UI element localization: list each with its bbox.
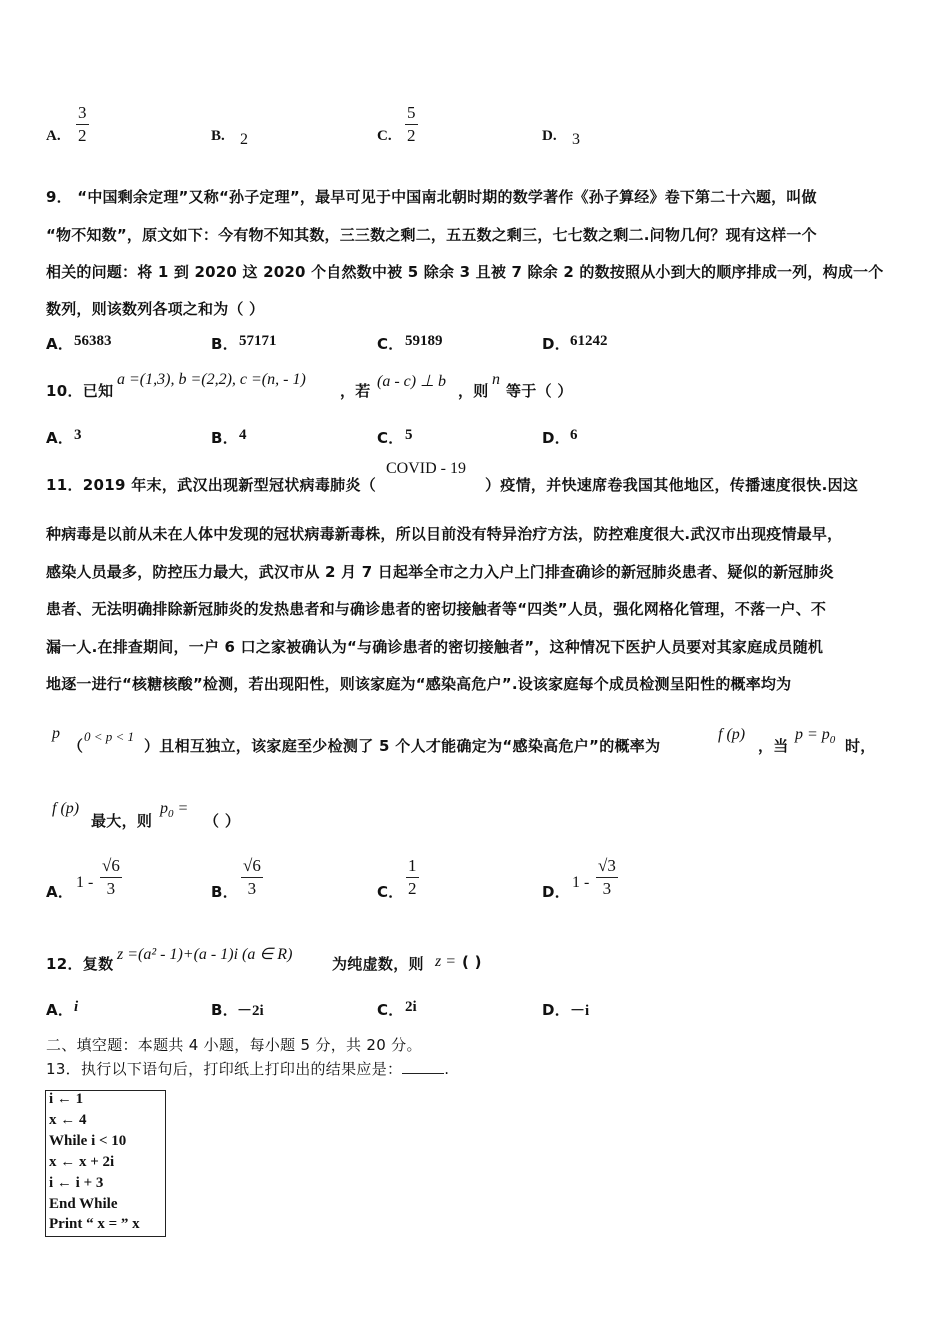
q12-z: z = [435, 953, 457, 970]
q11-option-d-pre: 1 - [572, 874, 590, 891]
q9-line-3: 相关的问题：将 1 到 2020 这 2020 个自然数中被 5 除余 3 且被 7 除余 2 的数按照从小到大的顺序排成一列，构成一个 [46, 263, 884, 281]
q11-line-1-post: ）疫情，并快速席卷我国其他地区，传播速度很快.因这 [485, 476, 859, 494]
q11-line-8-text: 最大，则 [91, 812, 153, 830]
q13-text [46, 1058, 449, 1079]
q11-line-7-text: ）且相互独立，该家庭至少检测了 5 个人才能确定为“感染高危户”的概率为 [144, 737, 661, 755]
q11-option-d-fraction [596, 857, 618, 898]
q11-f-p: f (p) [718, 726, 746, 743]
q10-vectors: a =(1,3), b =(2,2), c =(n, - 1) [117, 371, 306, 388]
q10-var-n: n [492, 371, 500, 388]
q10-mid1: ，若 [340, 382, 371, 400]
q10-condition: (a - c) ⊥ b [377, 373, 447, 390]
q10-option-c-value: 5 [405, 427, 413, 443]
q11-line-5: 漏一人.在排查期间，一户 6 口之家被确认为“与确诊患者的密切接触者”，这种情况下医护人员要对其家庭成员随机 [46, 638, 824, 656]
q10-option-b-letter: B． [211, 429, 239, 447]
q8-option-a-letter: A. [46, 128, 61, 144]
q12-option-c-value: 2i [405, 999, 417, 1015]
q11-when: ，当 [758, 737, 789, 755]
q9-option-a-value: 56383 [74, 333, 112, 349]
q8-option-c-fraction [405, 104, 418, 145]
q11-option-a-fraction [100, 857, 122, 898]
q11-d-den: 3 [602, 879, 612, 898]
q12-suffix: ( ) [462, 953, 482, 971]
q8-a-num: 3 [78, 103, 87, 122]
q9-line-4: 数列，则该数列各项之和为（ ） [46, 300, 265, 318]
q11-d-num: √3 [598, 856, 616, 875]
q11-c-num: 1 [408, 856, 417, 875]
q13-program-box [45, 1090, 166, 1237]
q11-line-3: 感染人员最多，防控压力最大，武汉市从 2 月 7 日起举全市之力入户上门排查确诊的新冠肺炎患者、疑似的新冠肺炎 [46, 563, 834, 581]
q11-line-2: 种病毒是以前从未在人体中发现的冠状病毒新毒株，所以目前没有特异治疗方法，防控难度很大.武汉市出现疫情最早， [46, 525, 843, 543]
q12-option-d-letter: D． [542, 1001, 571, 1019]
program-line-1: i ← 1 [49, 1091, 84, 1107]
q9-line-1: 9． “中国剩余定理”又称“孙子定理”，最早可见于中国南北朝时期的数学著作《孙子算经》卷下第二十六题，叫做 [46, 188, 817, 206]
q11-line-8-p: p [160, 800, 168, 817]
q8-a-den: 2 [78, 126, 87, 145]
q11-open-paren: （ [68, 737, 84, 755]
q9-option-c-value: 59189 [405, 333, 443, 349]
q9-option-d-letter: D． [542, 335, 571, 353]
q8-option-c-letter: C. [377, 128, 392, 144]
q12-option-d-value: －i [570, 1003, 590, 1019]
q11-option-b-fraction [241, 857, 263, 898]
q10-option-b-value: 4 [239, 427, 247, 443]
q13-answer-blank [402, 1061, 444, 1074]
q11-p0-sub: 0 [829, 734, 836, 747]
q10-prefix: 10．已知 [46, 382, 114, 400]
q11-b-den: 3 [247, 879, 257, 898]
q11-option-d-letter: D． [542, 883, 571, 901]
q10-option-d-value: 6 [570, 427, 578, 443]
q11-line-7-end: 时， [845, 737, 876, 755]
program-line-3: While i < 10 [49, 1133, 127, 1149]
program-line-7: Print “ x = ” x [49, 1216, 140, 1232]
q10-option-a-value: 3 [74, 427, 82, 443]
q12-option-b-value: －2i [237, 1003, 264, 1019]
q8-c-num: 5 [407, 103, 416, 122]
q11-line-8-end: （ ） [204, 812, 241, 830]
q13-end: . [444, 1060, 450, 1078]
q11-option-c-fraction [406, 857, 419, 898]
q11-p-eq-p0 [795, 726, 835, 746]
q12-option-a-value: i [74, 999, 79, 1015]
q11-a-num: √6 [102, 856, 120, 875]
q11-range: 0 < p < 1 [84, 729, 135, 744]
q11-option-c-letter: C． [377, 883, 404, 901]
q9-option-b-letter: B． [211, 335, 239, 353]
q10-option-a-letter: A． [46, 429, 74, 447]
q9-option-c-letter: C． [377, 335, 404, 353]
section-2-heading: 二、填空题：本题共 4 小题，每小题 5 分，共 20 分。 [46, 1036, 422, 1054]
program-line-5: i ← i + 3 [49, 1175, 104, 1191]
q11-line-4: 患者、无法明确排除新冠肺炎的发热患者和与确诊患者的密切接触者等“四类”人员，强化网格化管理，不落一户、不 [46, 600, 827, 618]
q11-option-a-letter: A． [46, 883, 74, 901]
q11-option-b-letter: B． [211, 883, 239, 901]
q9-option-d-value: 61242 [570, 333, 608, 349]
q12-option-a-letter: A． [46, 1001, 74, 1019]
q8-option-d-value: 3 [572, 131, 580, 148]
q10-mid2: ，则 [458, 382, 489, 400]
q11-option-a-pre: 1 - [76, 874, 94, 891]
q11-c-den: 2 [408, 879, 417, 898]
q9-line-2: “物不知数”，原文如下：今有物不知其数，三三数之剩二，五五数之剩三，七七数之剩二.问物几何？现有这样一个 [46, 226, 817, 244]
q10-option-d-letter: D． [542, 429, 571, 447]
q11-a-den: 3 [106, 879, 116, 898]
q11-p: p [52, 725, 60, 742]
q11-b-num: √6 [243, 856, 261, 875]
program-line-4: x ← x + 2i [49, 1154, 115, 1170]
q12-mid: 为纯虚数，则 [332, 955, 424, 973]
q11-line-8-eq: = [173, 800, 189, 817]
q12-option-b-letter: B． [211, 1001, 239, 1019]
q10-suffix: 等于（ ） [506, 382, 573, 400]
q12-expression: z =(a² - 1)+(a - 1)i (a ∈ R) [117, 946, 293, 963]
q12-option-c-letter: C． [377, 1001, 404, 1019]
q9-option-a-letter: A． [46, 335, 74, 353]
program-line-2: x ← 4 [49, 1112, 87, 1128]
q11-line-1-pre: 11．2019 年末，武汉出现新型冠状病毒肺炎（ [46, 476, 377, 494]
q11-p-eq: p = p [795, 726, 830, 743]
q10-option-c-letter: C． [377, 429, 404, 447]
q8-c-den: 2 [407, 126, 416, 145]
q11-line-6: 地逐一进行“核糖核酸”检测，若出现阳性，则该家庭为“感染高危户”.设该家庭每个成员检测呈阳性的概率均为 [46, 675, 792, 693]
q8-option-b-letter: B. [211, 128, 225, 144]
q8-option-b-value: 2 [240, 131, 248, 148]
program-line-6: End While [49, 1196, 118, 1212]
q9-option-b-value: 57171 [239, 333, 277, 349]
q11-line-8-f: f (p) [52, 800, 80, 817]
q11-covid: COVID - 19 [386, 460, 466, 477]
q12-prefix: 12．复数 [46, 955, 114, 973]
q8-option-a-fraction [76, 104, 89, 145]
q11-line-8-p0 [160, 800, 188, 820]
q13-question: 13．执行以下语句后，打印纸上打印出的结果应是： [46, 1060, 403, 1078]
q11-line-8-sub: 0 [168, 808, 174, 821]
q8-option-d-letter: D. [542, 128, 557, 144]
